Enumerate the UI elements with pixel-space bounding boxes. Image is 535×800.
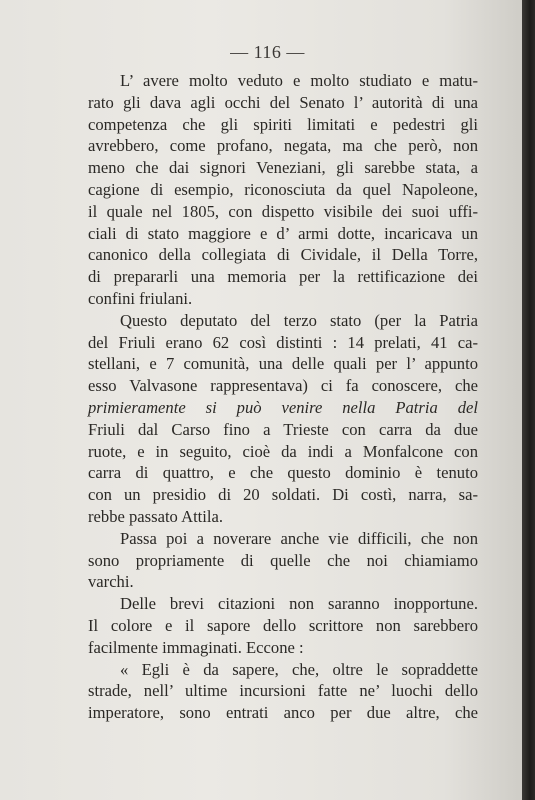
text-line: confini friulani.: [88, 288, 193, 308]
text-line: facilmente immaginati. Eccone :: [88, 637, 304, 657]
text-line: strade, nell’ ultime incursioni fatte ne’ luochi dello: [88, 681, 478, 701]
text-line: rebbe passato Attila.: [88, 506, 224, 526]
text-line: ciali di stato maggiore e d’ armi dotte, incaricava un: [88, 223, 478, 243]
text-line: Questo deputato del terzo stato (per la Patria: [120, 310, 478, 330]
text-line: cagione di esempio, riconosciuta da quel Napoleone,: [88, 179, 478, 199]
text-line: il quale nel 1805, con dispetto visibile dei suoi uffi-: [88, 201, 478, 221]
text-line: varchi.: [88, 572, 134, 592]
text-line: Il colore e il sapore dello scrittore non sarebbero: [88, 615, 478, 635]
text-line: ruote, e in seguito, cioè da indi a Monfalcone con: [88, 441, 478, 461]
text-line: con un presidio di 20 soldati. Di costì, narra, sa-: [88, 485, 478, 505]
text-line: Delle brevi citazioni non saranno inopportune.: [120, 594, 478, 614]
text-line: del Friuli erano 62 così distinti : 14 prelati, 41 ca-: [88, 332, 478, 352]
text-line: esso Valvasone rappresentava) ci fa conoscere, che: [88, 376, 478, 396]
text-line: primieramente si può venire nella Patria del: [88, 397, 478, 417]
text-line: Passa poi a noverare anche vie difficili, che non: [120, 528, 478, 548]
text-line: meno che dai signori Veneziani, gli sarebbe stata, a: [88, 158, 478, 178]
text-line: carra di quattro, e che questo dominio è tenuto: [88, 463, 478, 483]
text-line: imperatore, sono entrati anco per due altre, che: [88, 703, 478, 723]
page-number: — 116 —: [230, 42, 305, 62]
text-line: canonico della collegiata di Cividale, il Della Torre,: [88, 245, 478, 265]
text-line: competenza che gli spiriti limitati e pedestri gli: [88, 114, 478, 134]
text-line: stellani, e 7 comunità, una delle quali per l’ appunto: [88, 354, 478, 374]
text-line: rato gli dava agli occhi del Senato l’ autorità di una: [88, 92, 478, 112]
text-line: L’ avere molto veduto e molto studiato e matu-: [120, 71, 478, 90]
page-edge: [522, 0, 535, 800]
text-line: « Egli è da sapere, che, oltre le sopraddette: [120, 659, 478, 679]
text-line: avrebbero, come profano, negata, ma che però, non: [88, 136, 478, 156]
body-text: [88, 70, 478, 724]
text-line: sono propriamente di quelle che noi chiamiamo: [88, 550, 478, 570]
text-line: Friuli dal Carso fino a Trieste con carra da due: [88, 419, 478, 439]
text-line: di prepararli una memoria per la rettificazione dei: [88, 267, 478, 287]
